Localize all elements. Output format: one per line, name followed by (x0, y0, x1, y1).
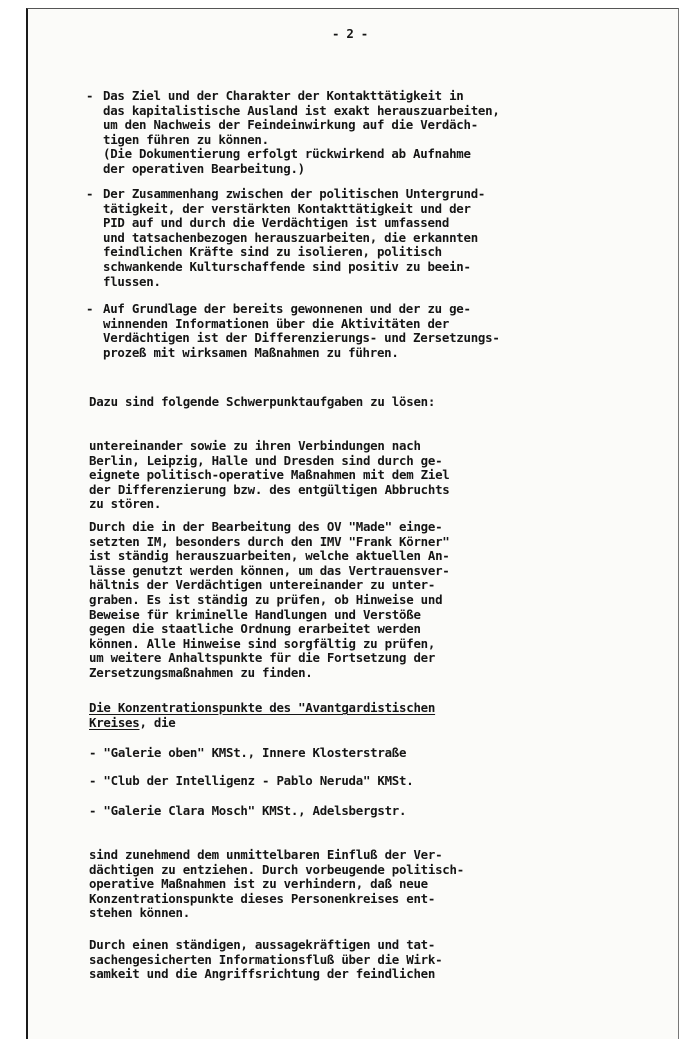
text-line: (Die Dokumentierung erfolgt rückwirkend ab Aufnahme (103, 146, 471, 162)
text-line: feindlichen Kräfte sind zu isolieren, politisch (103, 244, 442, 260)
text-line: schwankende Kulturschaffende sind positiv zu beein- (103, 258, 471, 274)
text-line: Der Zusammenhang zwischen der politischen Untergrund- (103, 186, 486, 201)
text-line: der operativen Bearbeitung.) (103, 160, 305, 176)
list-item: - "Galerie oben" KMSt., Innere Klosterstraße (89, 745, 407, 760)
text-line: gegen die staatliche Ordnung erarbeitet werden (89, 621, 421, 637)
text-line: dächtigen zu entziehen. Durch vorbeugende politisch- (89, 861, 464, 877)
paragraph-2 (89, 520, 609, 681)
text-line: können. Alle Hinweise sind sorgfältig zu prüfen, (89, 635, 436, 651)
section-heading (89, 701, 609, 730)
text-line: zu stören. (89, 496, 162, 512)
text-line: tigen führen zu können. (103, 131, 269, 147)
page-number: - 2 - (331, 26, 369, 41)
text-line: untereinander sowie zu ihren Verbindungen nach (89, 438, 421, 453)
text-line: der Differenzierung bzw. des entgültigen Abbruchts (89, 481, 450, 497)
text-line: ist ständig herauszuarbeiten, welche aktuellen An- (89, 548, 450, 564)
bullet-dash: - (86, 186, 94, 201)
text-line: Verdächtigen ist der Differenzierungs- und Zersetzungs- (103, 330, 500, 346)
heading-line: Die Konzentrationspunkte des "Avantgardistischen (89, 700, 436, 715)
paragraph-1 (89, 439, 609, 512)
bullet-dash: - (86, 301, 94, 316)
heading-rest: , die (139, 714, 176, 730)
text-line: prozeß mit wirksamen Maßnahmen zu führen. (103, 344, 399, 360)
text-line: um den Nachweis der Feindeinwirkung auf die Verdäch- (103, 117, 478, 133)
text-line: eignete politisch-operative Maßnahmen mit dem Ziel (89, 467, 450, 483)
text-line: sind zunehmend dem unmittelbaren Einfluß der Ver- (89, 847, 443, 862)
text-line: Berlin, Leipzig, Halle und Dresden sind durch ge- (89, 452, 443, 468)
text-line: flussen. (103, 273, 161, 289)
text-line: hältnis der Verdächtigen untereinander zu unter- (89, 577, 436, 593)
bullet-item-1 (86, 89, 606, 177)
text-line: Das Ziel und der Charakter der Kontakttätigkeit in (103, 88, 464, 103)
text-line: Durch einen ständigen, aussagekräftigen und tat- (89, 937, 436, 952)
text-line: das kapitalistische Ausland ist exakt herauszuarbeiten, (103, 102, 500, 118)
list-item: - "Galerie Clara Mosch" KMSt., Adelsbergstr. (89, 803, 407, 818)
text-line: graben. Es ist ständig zu prüfen, ob Hinweise und (89, 591, 443, 607)
text-line: um weitere Anhaltspunkte für die Fortsetzung der (89, 650, 436, 666)
list-item: - "Club der Intelligenz - Pablo Neruda" KMSt. (89, 773, 414, 788)
paragraph-3 (89, 848, 609, 921)
bullet-dash: - (86, 88, 94, 103)
text-line: Zersetzungsmaßnahmen zu finden. (89, 664, 313, 680)
heading-underlined-word: Kreises (89, 714, 140, 730)
text-line: Konzentrationspunkte dieses Personenkreises ent- (89, 890, 436, 906)
bullet-item-3 (86, 302, 606, 360)
text-line: Auf Grundlage der bereits gewonnenen und der zu ge- (103, 301, 471, 316)
intro-line (89, 395, 609, 410)
text-line: winnenden Informationen über die Aktivitäten der (103, 315, 450, 331)
text-line: tätigkeit, der verstärkten Kontakttätigkeit und der (103, 200, 471, 216)
text-line: und tatsachenbezogen herauszuarbeiten, die erkannten (103, 229, 478, 245)
text-line: Durch die in der Bearbeitung des OV "Made" einge- (89, 519, 443, 534)
text-line: samkeit und die Angriffsrichtung der feindlichen (89, 966, 436, 982)
text-line: operative Maßnahmen ist zu verhindern, daß neue (89, 876, 428, 892)
text-line: Dazu sind folgende Schwerpunktaufgaben zu lösen: (89, 394, 436, 409)
text-line: setzten IM, besonders durch den IMV "Frank Körner" (89, 533, 450, 549)
text-line: lässe genutzt werden können, um das Vertrauensver- (89, 562, 450, 578)
text-line: PID auf und durch die Verdächtigen ist umfassend (103, 215, 450, 231)
text-line: stehen können. (89, 905, 190, 921)
bullet-item-2 (86, 187, 606, 289)
text-line: Beweise für kriminelle Handlungen und Verstöße (89, 606, 421, 622)
text-line: sachengesicherten Informationsfluß über die Wirk- (89, 951, 443, 967)
paragraph-4 (89, 938, 609, 982)
